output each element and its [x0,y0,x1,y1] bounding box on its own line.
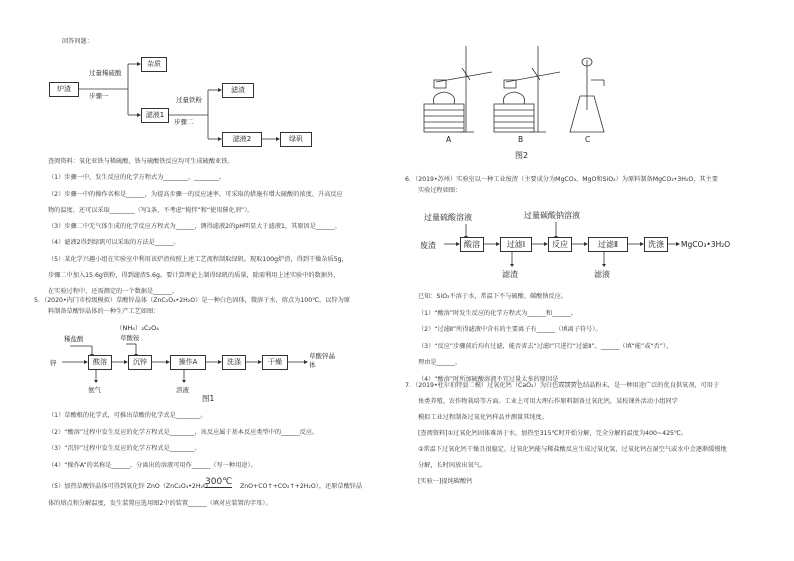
flow2-wash-box: 洗涤 [222,355,246,370]
q7-line-2: 模拟工业过程制备过氧化钙样品并测量其纯度。 [418,414,548,421]
question-5-stem-2: 料制备草酸锌晶体的一种生产工艺如图： [48,308,160,315]
question-5-stem: 5．（2020•内门市校级模拟）草酸锌晶体（ZnC₂O₄•2H₂O）是一种白色固体，微溶于水，熔点为100℃。以锌为原 [34,297,351,304]
flow1-residue-box: 滤渣 [222,83,254,98]
flow2-precip-box: 沉锌 [128,355,152,370]
flow3-reagent1: 过量硫酸溶液 [424,213,472,222]
flow2-product: 草酸锌晶体 [309,352,335,369]
flow3-start: 废渣 [420,241,436,250]
apparatus-caption: 图2 [515,151,529,160]
q5-5-part-a: （5）加热草酸锌晶体可得到氧化锌 ZnO（ZnC₂O₄•2H₂O [48,483,208,490]
flow2-start: 锌 [50,359,57,367]
q5-5-part-c: 体的熔点和分解温度，发生装置应选用图2中的装置______（填对应装置的字母）。 [48,500,272,507]
q5-line-3: （4）“操作A”的名称是______，分离出的溶液可用作______（写一种用途）。 [48,462,257,469]
q7-line-5: 分解，长时间放出氧气。 [418,462,487,469]
left-line-5: （4）滤液2得到绿矾可以采取的方法是______。 [48,239,180,246]
q7-line-6: [实验一]提纯碳酸钙 [418,478,473,485]
flow2-caption: 图1 [202,394,215,403]
apparatus-label-a: A [446,135,452,144]
flow3-step4-box: 过滤Ⅱ [588,237,628,252]
q6-line-3: （3）“反应”步骤前后均有过滤，能否省去“过滤Ⅰ”只进行“过滤Ⅱ”。______（填“能”或“否”）， [418,343,673,350]
flow1-step1: 步骤一 [89,92,109,100]
q5-5-part-b: ZnO+CO↑+CO₂↑+2H₂O），还原草酸锌晶 [240,483,363,490]
flow2-reagent-b: 草酸铵 [120,334,140,342]
q5-line-0: （1）草酸根的化学式，可推出草酸的化学式是________。 [48,412,207,419]
q6-line-0: 已知：SiO₂不溶于水，常温下不与硫酸、碳酸钠反应。 [418,293,568,300]
flow2-reagent-b-formula: （NH₄）₂C₂O₄ [116,324,159,332]
flow1-start-box: 炉渣 [49,82,79,97]
question-6-stem: 6．（2019•苏州）实验室以一种工业废渣（主要成分为MgCO₃、MgO和SiO₂）为原料制备MgCO₃•3H₂O，其主要 [405,176,719,183]
flow2-liquid: 溶液 [176,386,189,394]
flow3-product: MgCO₃•3H₂O [681,240,731,249]
q5-line-2: （3）“沉锌”过程中发生反应的化学方程式是________。 [48,445,201,452]
left-line-1: （1）步骤一中，发生反应的化学方程式为________、________。 [48,174,226,181]
flow3-out1: 滤渣 [502,270,518,279]
q7-line-3: [查阅资料]①过氧化钙固体难溶于水，加热至315℃时开始分解，完全分解的温度为400~425℃。 [418,430,688,437]
flow1-product-box: 绿矾 [280,132,312,147]
flow3-reagent2: 过量碳酸钠溶液 [524,211,580,220]
left-line-4: （3）步骤二中无气体生成的化学反应方程式为______，测得滤液2的pH明显大于滤液1，其原因是______。 [48,223,341,230]
q5-line-1: （2）“酸溶”过程中发生反应的化学方程式是________，该反应属于基本反应类型中的______反应。 [48,429,319,436]
q6-line-4: 理由是______。 [418,359,462,366]
q5-5-temperature: 300℃ [205,477,233,487]
flow1-impurity-box: 杂质 [141,57,167,72]
flow3-step5-box: 洗涤 [644,237,668,252]
flow3-step1-box: 酸溶 [460,237,484,252]
flow2-dry-box: 干燥 [262,355,288,370]
intro-text: 回答问题： [62,38,93,45]
q7-line-1: 鱼类养殖、农作物栽培等方面。工业上可用大理石作原料制备过氧化钙，某校课外活动小组同学 [418,398,678,405]
flow1-reagent2: 过量铁粉 [176,96,202,104]
left-line-8: 在实验过程中，还需测定的一个数据是______。 [48,288,178,295]
flow1-reagent1: 过量稀硫酸 [89,69,122,77]
q6-line-1: （1）“酸溶”时发生反应的化学方程式为______和______。 [418,310,577,317]
left-line-3: 物的温度、还可以采取________（写1条，不考虑“搅拌”和“使用催化剂”）。 [48,207,254,214]
q6-line-2: （2）“过滤Ⅱ”所得滤液中含有的主要离子有______（填离子符号）。 [418,326,602,333]
left-line-0: 查阅资料：氧化亚铁与稀硫酸、铁与硫酸铁反应均可生成硫酸亚铁。 [48,158,234,165]
flow1-filtrate2-box: 滤液2 [222,132,262,147]
apparatus-label-c: C [585,135,591,144]
flow3-step3-box: 反应 [548,237,572,252]
flow2-gas: 氨气 [88,386,101,394]
flow1-filtrate1-box: 滤液1 [141,108,169,123]
flow3-step2-box: 过滤Ⅰ [500,237,532,252]
apparatus-label-b: B [518,135,524,144]
q6-line-5: （4）“酸溶”时所加硫酸溶液不宜过量太多的原因是______。 [418,376,584,383]
left-line-6: （5）某化学兴趣小组在实验室中利用该炉渣按照上述工艺流程制取绿矾。现取100g炉渣，得到干燥杂质5g， [48,256,348,263]
flow1-step2: 步骤二 [174,118,194,126]
left-line-2: （2）步骤一中的操作名称是______，为提高步骤一的反应速率，可采取的措施有增大硫酸的浓度、升高反应 [48,191,343,198]
left-line-7: 步骤二中加入15.6g铁粉，得到滤渣5.6g。要计算理论上制得绿矾的质量，除需利用上述实验中的数据外， [48,272,340,279]
q7-line-0: 7．（2019•杜尔伯特县二模）过氧化钙（CaO₂）为白色或淡黄色结晶粉末，是一种用途广泛的优良供氧剂，可用于 [405,382,720,389]
flow3-out2: 滤液 [594,270,610,279]
q7-line-4: ②常温下过氧化钙干燥且很稳定。过氧化钙能与稀盐酸反应生成过氧化氢，过氧化钙在湿空气或水中会逐渐缓慢地 [418,446,727,453]
question-6-stem-2: 实验过程如图： [418,187,462,194]
flow2-reagent-a: 稀盐酸 [64,335,84,343]
flow2-opA-box: 操作A [170,355,206,370]
flow2-dissolve-box: 酸溶 [88,355,112,370]
